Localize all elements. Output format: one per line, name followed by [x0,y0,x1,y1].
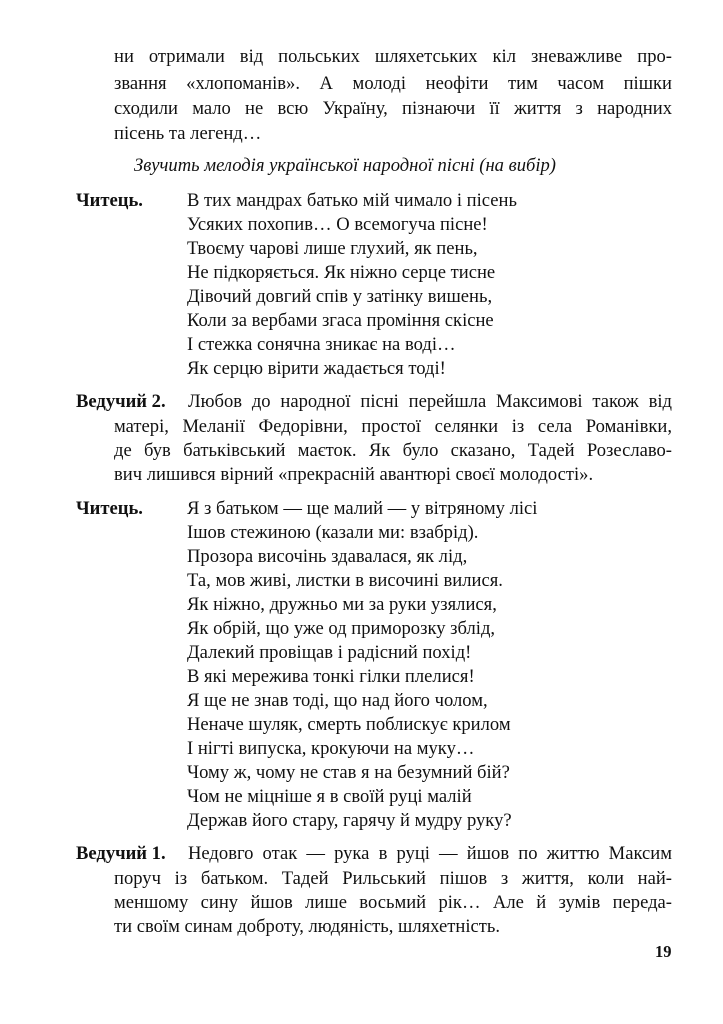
intro-line: пісень та легенд… [114,123,262,144]
verse-line: Чом не міцніше я в своїй руці малій [187,786,472,807]
verse-line: Коли за вербами згаса проміння скісне [187,310,494,331]
intro-line: звання «хлопоманів». А молоді неофіти тим часом пішки [114,73,672,94]
paragraph-line: Недовго отак — рука в руці — йшов по життю Максим [188,843,672,864]
stage-direction: Звучить мелодія української народної пісні (на вибір) [134,155,556,176]
verse-line: Далекий провіщав і радісний похід! [187,642,472,663]
verse-line: Як серцю вірити жадається тоді! [187,358,446,379]
verse-line: І нігті випуска, крокуючи на муку… [187,738,475,759]
paragraph-line: вич лишився вірний «прекрасній авантюрі своєї молодості». [114,464,594,485]
paragraph-line: де був батьківський маєток. Як було сказано, Тадей Розеславо- [114,440,672,461]
verse-line: В які мережива тонкі гілки плелися! [187,666,475,687]
verse-line: Усяких похопив… О всемогуча пісне! [187,214,488,235]
intro-line: сходили мало не всю Україну, пізнаючи її життя з народних [114,98,672,119]
verse-line: Я ще не знав тоді, що над його чолом, [187,690,488,711]
paragraph-line: поруч із батьком. Тадей Рильський пішов з життя, коли най- [114,868,672,889]
speaker-label: Читець. [76,190,143,211]
verse-line: І стежка сонячна зникає на воді… [187,334,456,355]
verse-line: Як ніжно, дружньо ми за руки узялися, [187,594,497,615]
speaker-label: Читець. [76,498,143,519]
paragraph-line: ти своїм синам доброту, людяність, шляхетність. [114,916,501,937]
speaker-label: Ведучий 1. [76,843,166,864]
page-number: 19 [655,942,672,961]
verse-line: Держав його стару, гарячу й мудру руку? [187,810,512,831]
verse-line: Я з батьком — ще малий — у вітряному лісі [187,498,538,519]
speaker-label: Ведучий 2. [76,391,166,412]
paragraph-line: меншому сину йшов лише восьмий рік… Але й зумів переда- [114,892,672,913]
verse-line: Та, мов живі, листки в височині вилися. [187,570,503,591]
verse-line: Твоєму чарові лише глухий, як пень, [187,238,478,259]
verse-line: Як обрій, що уже од приморозку зблід, [187,618,496,639]
verse-line: Прозора височінь здавалася, як лід, [187,546,468,567]
verse-line: Дівочий довгий спів у затінку вишень, [187,286,493,307]
verse-line: Не підкоряється. Як ніжно серце тисне [187,262,496,283]
paragraph-line: Любов до народної пісні перейшла Максимові також від [188,391,672,412]
intro-line: ни отримали від польських шляхетських кіл зневажливе про- [114,46,672,67]
verse-line: Ішов стежиною (казали ми: взабрід). [187,522,479,543]
paragraph-line: матері, Меланії Федорівни, простої селянки із села Романівки, [114,416,672,437]
verse-line: В тих мандрах батько мій чимало і пісень [187,190,517,211]
verse-line: Неначе шуляк, смерть поблискує крилом [187,714,511,735]
verse-line: Чому ж, чому не став я на безумний бій? [187,762,510,783]
